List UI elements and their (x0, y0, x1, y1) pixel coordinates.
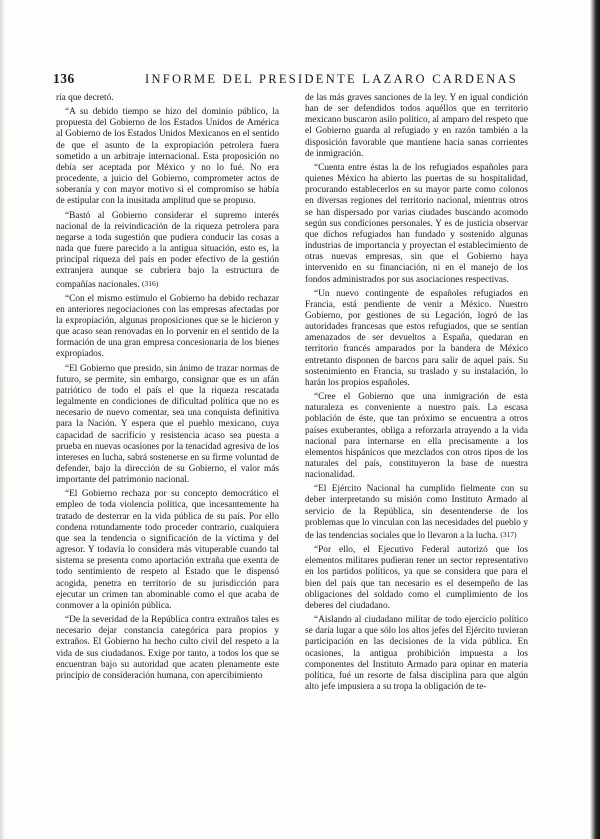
footnote-reference: (317) (500, 529, 517, 539)
right-column (305, 93, 528, 696)
paragraph: “El Gobierno rechaza por su concepto democrático el empleo de toda violencia política, que incesantemente ha tratado de desterrar en la vida pública de su país. Por ello condena rotundamente todo proceder contrario, cualquiera que sea la tendencia o significación de la víctima y del agresor. Y todavía lo considera más vituperable cuando tal sistema se presenta como aportación extraña que exenta de todo sentimiento de respeto al Estado que le dispensó acogida, penetra en territorio de su jurisdicción para ejecutar un crimen tan abominable como el que acaba de conmover a la opinión pública. (56, 489, 279, 611)
paragraph: ría que decretó. (56, 93, 114, 103)
paragraph: “Con el mismo estímulo el Gobierno ha debido rechazar en anteriores negociaciones con las empresas afectadas por la expropiación, algunas proposiciones que se le hicieron y que acaso sean renovadas en lo porvenir en el sentido de la formación de una gran empresa concesionaria de los bienes expropiados. (56, 293, 279, 360)
paragraph: “Aislando al ciudadano militar de todo ejercicio político se daría lugar a que sólo los altos jefes del Ejército tuvieran participación en las decisiones de la vida pública. En ocasiones, la antigua prohibición impuesta a los componentes del Instituto Armado para opinar en materia política, fué un resorte de falsa disciplina para que algún alto jefe impusiera a su tropa la obligación de te- (305, 615, 528, 692)
paragraph: “El Ejército Nacional ha cumplido fielmente con su deber interpretando su misión como Instituto Armado al servicio de la República, sin desentenderse de los problemas que lo vinculan con las necesidades del pueblo y de las tendencias sociales que lo llevaron a la lucha. (317) (305, 484, 528, 541)
paragraph: “El Gobierno que presido, sin ánimo de trazar normas de futuro, se permite, sin embargo, consignar que es un afán patriótico de todo el país el que la riqueza rescatada legalmente en condiciones de dificultad política que no es necesario de nuevo comentar, sea una conquista definitiva para la Nación. Y espera que el pueblo mexicano, cuya capacidad de sacrificio y resistencia acaso sea puesta a prueba en nuevas ocasiones por la tenacidad agresiva de los intereses en lucha, sabrá sostenerse en su firme voluntad de defender, bajo la dirección de su Gobierno, el valor más importante del patrimonio nacional. (56, 363, 279, 486)
paragraph: “Cuenta entre éstas la de los refugiados españoles para quienes México ha abierto las puertas de su hospitalidad, procurando establecerlos en su mayor parte como colonos en diversas regiones del territorio nacional, mientras otros se han dispersado por varias ciudades buscando acomodo según sus condiciones personales. Y es de justicia observar que dichos refugiados han fundado y sostenido algunas industrias de importancia y proyectan el establecimiento de otras nuevas empresas, sin que el Gobierno haya intervenido en su financiación, ni en el manejo de los fondos administrados por sus asociaciones respectivas. (305, 162, 528, 285)
paragraph: “A su debido tiempo se hizo del dominio público, la propuesta del Gobierno de los Estados Unidos de América al Gobierno de los Estados Unidos Mexicanos en el sentido de que el asunto de la expropiación petrolera fuera sometido a un arbitraje internacional. Esta proposición no debía ser aceptada por México y no lo fué. No era procedente, a juicio del Gobierno, comprometer actos de soberanía y con mayor motivo si el compromiso se había de estipular con la inusitada amplitud que se propuso. (56, 107, 279, 207)
left-column (56, 93, 279, 685)
paragraph: “Un nuevo contingente de españoles refugiados en Francia, está pendiente de venir a México. Nuestro Gobierno, por gestiones de su Legación, logró de las autoridades francesas que estos refugiados, que se sentían amenazados de ser devueltos a España, quedaran en territorio francés amparados por la bandera de México entretanto disponen de barcos para salir de aquel país. Su sostenimiento en Francia, su traslado y su instalación, lo harán los propios españoles. (305, 288, 528, 388)
page-edge-shadow (590, 0, 600, 839)
paragraph: “Cree el Gobierno que una inmigración de esta naturaleza es conveniente a nuestro país. La escasa población de éste, que tan próximo se encuentra a otros países exuberantes, obliga a reforzarla atrayendo a la vida nacional para internarse en ella precisamente a los elementos hispánicos que mezclados con otros tipos de los naturales del país, constituyeron la base de nuestra nacionalidad. (305, 392, 528, 481)
paragraph: “De la severidad de la República contra extraños tales es necesario dejar constancia categórica para propios y extraños. El Gobierno ha hecho culto civil del respeto a la vida de sus ciudadanos. Exige por tanto, a todos los que se encuentran bajo su autoridad que acaten plenamente este principio de consideración humana, con apercibimiento (56, 615, 279, 681)
paragraph: de las más graves sanciones de la ley. Y en igual condición han de ser defendidos todos aquéllos que en territorio mexicano buscaron asilo político, al amparo del respeto que el Gobierno guarda al refugiado y en razón también a la disposición favorable que mantiene hacia sanas corrientes de inmigración. (305, 93, 528, 159)
binding-edge (0, 0, 5, 839)
paragraph: “Por ello, el Ejecutivo Federal autorizó que los elementos militares pudieran tener un sector representativo en los partidos políticos, ya que se considera que para el bien del país que tan necesario es el desempeño de las obligaciones del soldado como el cumplimiento de los deberes del ciudadano. (305, 545, 528, 611)
paragraph: “Bastó al Gobierno considerar el supremo interés nacional de la reivindicación de la riqueza petrolera para negarse a toda sugestión que pudiera conducir las cosas a nada que fuere parecido a la antigua situación, esto es, la principal riqueza del país en poder efectivo de la gestión extranjera aunque se cubriera bajo la estructura de compañías nacionales. (316) (56, 210, 279, 290)
footnote-reference: (316) (141, 278, 159, 288)
running-title: INFORME DEL PRESIDENTE LAZARO CARDENAS (145, 72, 519, 86)
page-number: 136 (53, 71, 75, 86)
page-header (53, 71, 563, 87)
